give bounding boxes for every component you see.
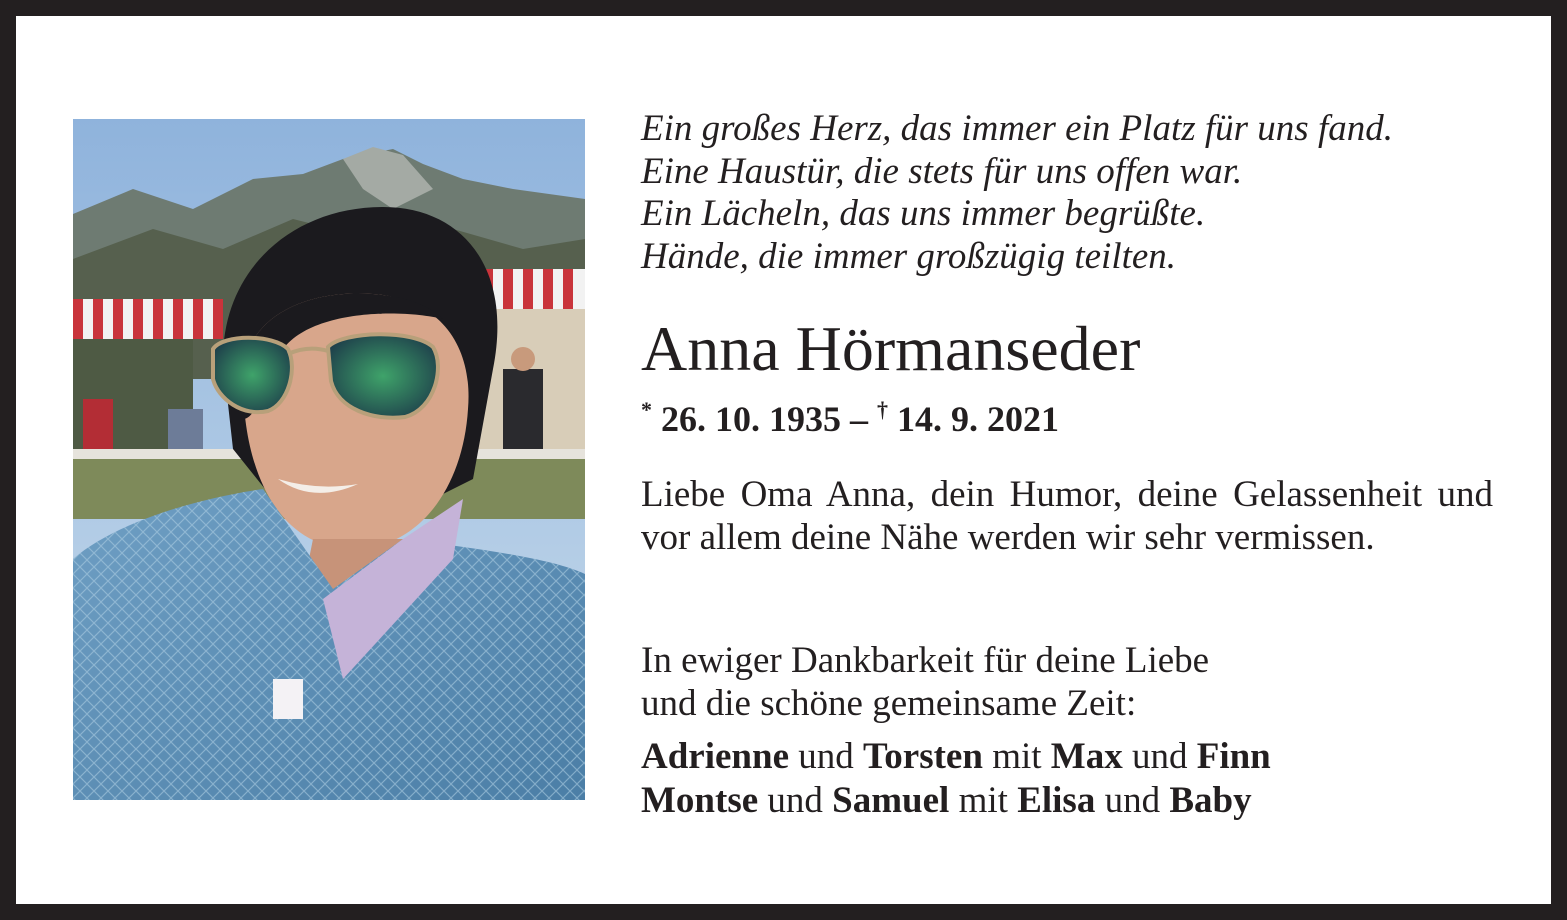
birth-date: 26. 10. 1935: [661, 399, 841, 439]
family-signatures: [641, 735, 1271, 823]
memorial-poem: [641, 108, 1501, 278]
poem-line: Ein großes Herz, das immer ein Platz für uns fand.: [641, 108, 1393, 149]
conjunction: und: [767, 780, 823, 821]
family-line-1: [641, 735, 1271, 779]
deceased-name: Anna Hörmanseder: [641, 313, 1141, 384]
family-member: Elisa: [1017, 780, 1096, 821]
gratitude-line: und die schöne gemeinsame Zeit:: [641, 682, 1137, 724]
portrait-photo: [73, 119, 585, 800]
poem-line: Hände, die immer großzügig teilten.: [641, 235, 1177, 277]
birth-symbol: *: [641, 397, 652, 422]
conjunction: mit: [958, 780, 1008, 821]
family-member: Samuel: [832, 780, 950, 821]
poem-line: Ein Lächeln, das uns immer begrüßte.: [641, 193, 1206, 234]
death-symbol: †: [877, 397, 888, 422]
family-member: Baby: [1169, 780, 1252, 821]
family-member: Montse: [641, 780, 759, 821]
gratitude-text: [641, 640, 1209, 725]
conjunction: und: [1131, 736, 1188, 777]
family-member: Finn: [1196, 736, 1271, 777]
conjunction: und: [1104, 780, 1161, 821]
date-separator: –: [850, 399, 868, 439]
portrait-image: [73, 119, 585, 800]
life-dates: [641, 388, 1059, 441]
farewell-message: Liebe Oma Anna, dein Humor, deine Gelassenheit und vor allem deine Nähe werden wir sehr vermissen.: [641, 474, 1493, 558]
conjunction: und: [798, 736, 854, 777]
gratitude-line: In ewiger Dankbarkeit für deine Liebe: [641, 640, 1210, 681]
conjunction: mit: [992, 736, 1042, 777]
poem-line: Eine Haustür, die stets für uns offen war.: [641, 150, 1243, 192]
death-date: 14. 9. 2021: [897, 399, 1059, 439]
family-member: Max: [1050, 736, 1123, 777]
family-member: Adrienne: [641, 736, 789, 777]
family-member: Torsten: [863, 736, 983, 777]
family-line-2: [641, 779, 1271, 823]
